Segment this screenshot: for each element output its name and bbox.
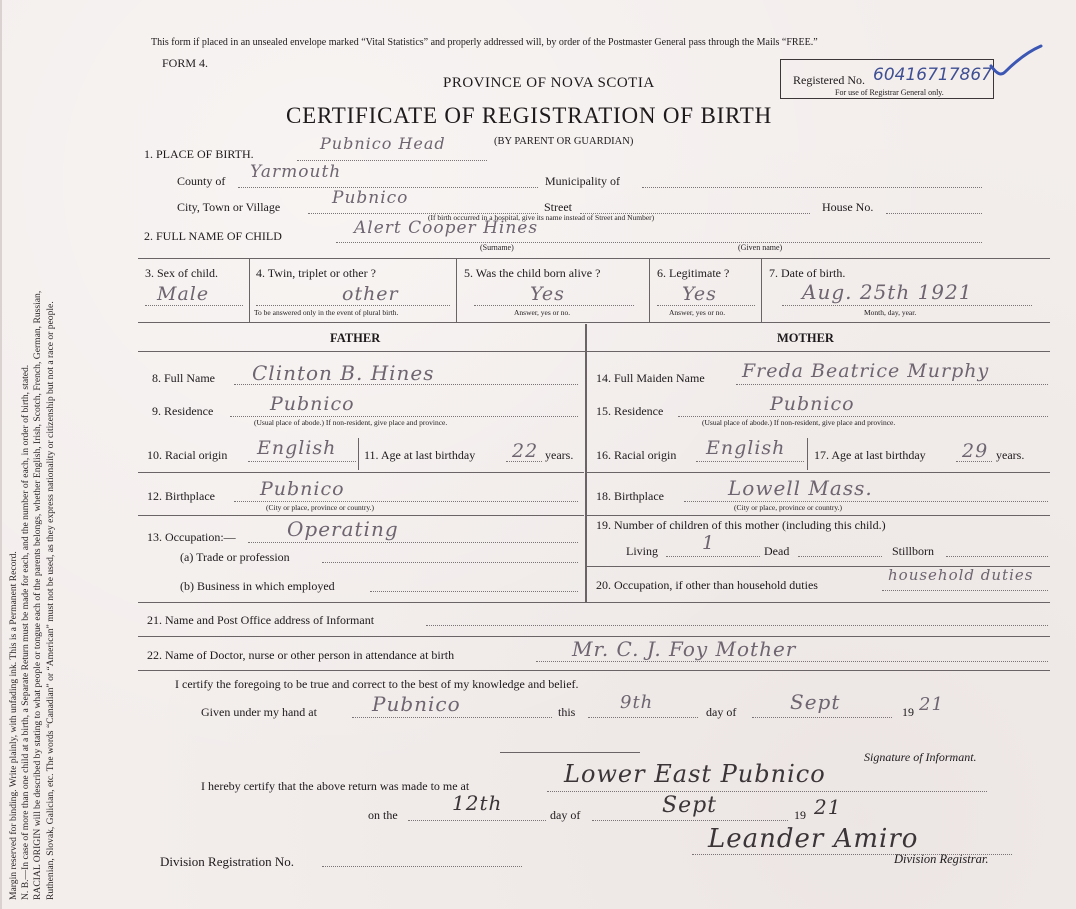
father-occupation-label: 13. Occupation:— [147,530,236,544]
stillborn-label: Stillborn [892,544,935,558]
date-of-birth-label: 7. Date of birth. [769,266,846,280]
registrar-year-prefix: 19 [794,808,806,822]
mother-age-label: 17. Age at last birthday [814,448,926,462]
form-number: FORM 4. [162,56,209,70]
mother-birthplace-label: 18. Birthplace [596,489,664,503]
father-occupation-value: Operating [287,517,399,541]
father-residence-value: Pubnico [270,393,355,415]
registrar-year-value: 21 [814,795,842,819]
father-race-value: English [257,437,337,459]
mother-birthplace-note: (City or place, province or country.) [734,503,843,512]
informant-label: 21. Name and Post Office address of Informant [147,613,375,627]
sex-value: Male [157,283,210,305]
house-number-label: House No. [822,200,874,214]
margin-line-1: Margin reserved for binding. Write plainly, with unfading ink. This is a Permanent Record. [8,551,19,900]
father-header: FATHER [330,331,381,345]
certificate-title: CERTIFICATE OF REGISTRATION OF BIRTH [286,103,773,128]
date-of-birth-note: Month, day, year. [864,308,917,317]
mother-residence-note: (Usual place of abode.) If non-resident, give place and province. [702,418,896,427]
street-label: Street [544,200,572,214]
legitimate-value: Yes [682,283,717,305]
margin-line-3: RACIAL ORIGIN will be described by stating to what people or tongue each of the parents belongs, whether English, Irish, Scotch, French, German, Russian, [32,290,44,900]
municipality-label: Municipality of [545,174,620,188]
division-registrar-label: Division Registrar. [894,852,989,866]
registrar-note: For use of Registrar General only. [835,88,944,97]
certify-statement: I certify the foregoing to be true and correct to the best of my knowledge and belief. [175,677,579,691]
mother-occupation-value: household duties [888,566,1034,584]
this-label: this [558,705,576,719]
father-race-label: 10. Racial origin [147,448,228,462]
margin-instructions [8,10,128,900]
father-name-value: Clinton B. Hines [252,361,435,385]
born-alive-value: Yes [530,283,565,305]
day-of-label: day of [706,705,737,719]
father-residence-note: (Usual place of abode.) If non-resident, give place and province. [254,418,448,427]
registrar-signature: Leander Amiro [708,824,919,854]
father-name-label: 8. Full Name [152,371,215,385]
county-label: County of [177,174,226,188]
mother-age-value: 29 [962,440,989,462]
city-value: Pubnico [332,188,409,208]
dead-label: Dead [764,544,790,558]
on-the-label: on the [368,808,398,822]
doctor-label: 22. Name of Doctor, nurse or other person in attendance at birth [147,648,455,662]
father-age-value: 22 [512,440,539,462]
child-name-value: Alert Cooper Hines [354,218,539,238]
business-employed-label: (b) Business in which employed [180,579,335,593]
father-birthplace-value: Pubnico [260,478,345,500]
living-value: 1 [702,532,716,554]
mother-name-value: Freda Beatrice Murphy [742,360,990,382]
registered-label: Registered No. [793,73,865,87]
legitimate-note: Answer, yes or no. [669,308,726,317]
twin-value: other [342,283,399,305]
margin-line-2: N. B.—In case of more than one child at a birth, a Separate Return must be made for each, and the number of each, in order of birth, stated. [20,364,32,900]
legitimate-label: 6. Legitimate ? [657,266,730,280]
doctor-value: Mr. C. J. Foy Mother [572,637,797,661]
place-of-birth-label: 1. PLACE OF BIRTH. [144,147,254,161]
given-place-value: Pubnico [372,692,461,716]
county-value: Yarmouth [250,162,342,182]
registration-box [780,59,994,99]
mother-years-label: years. [996,448,1025,462]
mailing-notice: This form if placed in an unsealed envelope marked “Vital Statistics” and properly addressed will, by order of the Postmaster General pass through the Mails “FREE.” [151,37,818,48]
registered-number: 60416717867 [873,65,992,85]
children-count-label: 19. Number of children of this mother (including this child.) [596,518,886,532]
registrar-day-of-label: day of [550,808,581,822]
father-years-label: years. [545,448,574,462]
mother-header: MOTHER [777,331,834,345]
given-year-value: 21 [919,694,944,715]
division-registration-label: Division Registration No. [160,854,294,869]
registrar-certify-label: I hereby certify that the above return was made to me at [201,779,470,793]
place-of-birth-value: Pubnico Head [320,134,446,153]
signature-informant-label: Signature of Informant. [864,750,977,764]
trade-profession-label: (a) Trade or profession [180,550,290,564]
twin-note: To be answered only in the event of plural birth. [254,308,399,317]
surname-note: (Surname) [480,243,514,252]
registrar-month-value: Sept [662,793,718,818]
mother-race-value: English [706,437,786,459]
father-birthplace-label: 12. Birthplace [147,489,215,503]
mother-residence-label: 15. Residence [596,404,664,418]
registrar-place-value: Lower East Pubnico [564,760,826,788]
hospital-note: (If birth occurred in a hospital, give its name instead of Street and Number) [428,213,655,222]
checkmark-icon [987,42,1047,82]
born-alive-note: Answer, yes or no. [514,308,571,317]
mother-residence-value: Pubnico [770,393,855,415]
year-prefix-label: 19 [902,705,914,719]
mother-name-label: 14. Full Maiden Name [596,371,705,385]
born-alive-label: 5. Was the child born alive ? [464,266,601,280]
mother-occupation-label: 20. Occupation, if other than household duties [596,578,818,592]
city-label: City, Town or Village [177,200,281,214]
sex-label: 3. Sex of child. [145,266,218,280]
given-month-value: Sept [790,690,841,714]
given-day-value: 9th [620,692,654,713]
date-of-birth-value: Aug. 25th 1921 [802,280,973,304]
certificate-subtitle: (BY PARENT OR GUARDIAN) [494,136,634,147]
registrar-day-value: 12th [452,791,503,815]
province-heading: PROVINCE OF NOVA SCOTIA [443,75,655,91]
living-label: Living [626,544,658,558]
given-under-hand-label: Given under my hand at [201,705,317,719]
father-age-label: 11. Age at last birthday [364,448,476,462]
father-birthplace-note: (City or place, province or country.) [266,503,375,512]
given-name-note: (Given name) [738,243,783,252]
child-name-label: 2. FULL NAME OF CHILD [144,229,282,243]
mother-race-label: 16. Racial origin [596,448,677,462]
father-residence-label: 9. Residence [152,404,214,418]
twin-label: 4. Twin, triplet or other ? [256,266,376,280]
margin-line-4: Ruthenian, Slovak, Galician, etc. The words “Canadian” or “American” must not be used, as they express nationality or citizenship but not a race or people. [44,301,56,900]
mother-birthplace-value: Lowell Mass. [728,476,873,500]
